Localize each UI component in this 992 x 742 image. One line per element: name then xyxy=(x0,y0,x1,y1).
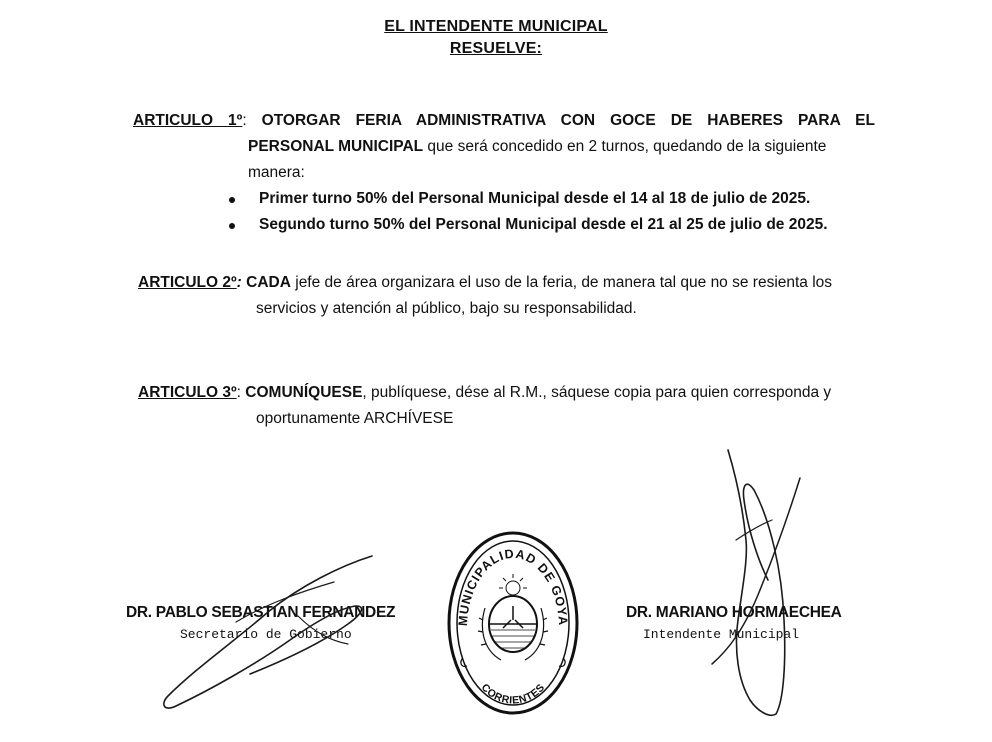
article-3-line-2: oportunamente ARCHÍVESE xyxy=(256,410,454,427)
article-3-lead-text: , publíquese, dése al R.M., sáquese copia para quien corresponda y xyxy=(362,384,832,401)
article-2-lead-text: jefe de área organizara el uso de la feria, de manera tal que no se resienta los xyxy=(290,274,833,291)
svg-text:CORRIENTES xyxy=(479,682,548,707)
article-3-separator: : xyxy=(236,384,241,401)
article-2-lead: CADA xyxy=(246,274,291,291)
article-2-first-line xyxy=(138,270,878,296)
article-1-continuation-2: manera: xyxy=(248,164,305,181)
bullet-dot-icon xyxy=(229,197,235,203)
shift-list xyxy=(133,186,875,238)
article-1-cont-text: que será concedido en 2 turnos, quedando de la siguiente xyxy=(423,138,827,155)
resolve-heading: RESUELVE: xyxy=(449,40,543,57)
article-2 xyxy=(138,270,878,322)
seal-bottom-text: CORRIENTES xyxy=(478,681,548,707)
municipal-seal-icon xyxy=(445,528,581,718)
shift-2-text: Segundo turno 50% del Personal Municipal desde el 21 al 25 de julio de 2025. xyxy=(259,216,828,233)
bullet-dot-icon xyxy=(229,223,235,229)
article-1-separator: : xyxy=(242,112,247,129)
shift-1-text: Primer turno 50% del Personal Municipal desde el 14 al 18 de julio de 2025. xyxy=(259,190,811,207)
article-1-continuation xyxy=(133,134,875,160)
list-item xyxy=(225,212,875,238)
left-signer-name: DR. PABLO SEBASTIAN FERNANDEZ xyxy=(126,604,396,621)
right-signer-role: Intendente Municipal xyxy=(643,627,800,642)
article-1-first-line xyxy=(133,108,875,134)
article-3 xyxy=(138,380,878,432)
list-item xyxy=(225,186,875,212)
article-3-first-line xyxy=(138,380,878,406)
left-signer-role: Secretario de Gobierno xyxy=(180,627,352,642)
right-signer-name: DR. MARIANO HORMAECHEA xyxy=(626,604,842,621)
article-1-label: ARTICULO 1º xyxy=(133,112,243,129)
article-2-line-2: servicios y atención al público, bajo su responsabilidad. xyxy=(256,300,637,317)
article-1-cont-bold: PERSONAL MUNICIPAL xyxy=(248,138,424,155)
article-2-label: ARTICULO 2º xyxy=(138,274,237,291)
article-2-separator: : xyxy=(236,274,242,291)
article-1-body xyxy=(133,108,875,238)
issuer-heading: EL INTENDENTE MUNICIPAL xyxy=(384,18,608,35)
article-3-lead: COMUNÍQUESE xyxy=(245,384,363,401)
article-1-lead: OTORGAR FERIA ADMINISTRATIVA CON GOCE DE HABERES PARA EL xyxy=(261,112,875,129)
article-3-label: ARTICULO 3º xyxy=(138,384,237,401)
seal-top-text: MUNICIPALIDAD DE GOYA xyxy=(455,546,571,627)
